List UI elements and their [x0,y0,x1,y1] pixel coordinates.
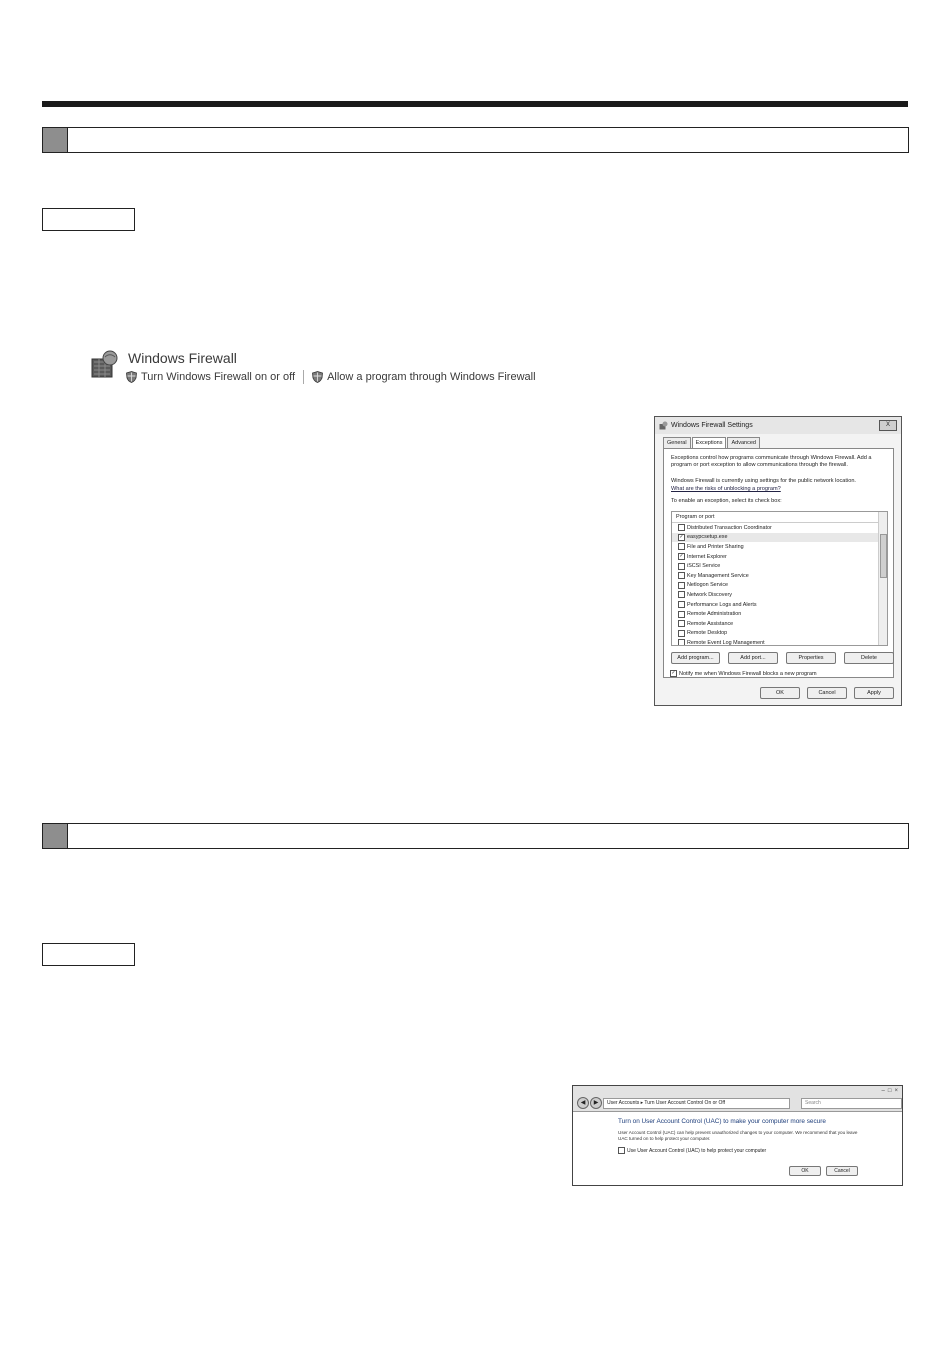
list-item[interactable] [672,609,887,619]
turn-firewall-link[interactable] [126,371,295,383]
link-separator [303,370,304,384]
turn-firewall-label: Turn Windows Firewall on or off [141,371,296,383]
list-item[interactable] [672,552,887,562]
uac-body [618,1118,878,1154]
exception-checkbox[interactable] [678,563,685,570]
tab-general[interactable]: General [663,437,691,448]
tab-advanced[interactable]: Advanced [727,437,759,448]
risks-link[interactable]: What are the risks of unblocking a program? [671,486,781,492]
exception-checkbox[interactable] [678,639,685,646]
maximize-icon[interactable]: □ [887,1088,892,1094]
enable-instruction: To enable an exception, select its check box: [671,498,782,504]
uac-heading: Turn on User Account Control (UAC) to make your computer more secure [618,1118,826,1125]
list-item[interactable] [672,581,887,591]
properties-button[interactable]: Properties [786,652,836,664]
dialog-title: Windows Firewall Settings [671,422,753,429]
forward-arrow-icon[interactable]: ▶ [590,1097,602,1109]
add-port-button[interactable]: Add port... [728,652,778,664]
shield-icon [126,371,137,383]
minimize-icon[interactable]: – [881,1088,885,1094]
exception-checkbox[interactable] [678,524,685,531]
allow-program-label: Allow a program through Windows Firewall [327,371,536,383]
allow-program-link[interactable] [312,371,535,383]
exceptions-items [672,523,887,646]
list-item[interactable] [672,571,887,581]
exception-label: Remote Assistance [687,620,734,627]
exception-checkbox[interactable] [678,582,685,589]
uac-description: User Account Control (UAC) can help prevent unauthorized changes to your computer. We recommend that you leave UAC turned on to help protect your computer. [618,1130,858,1141]
firewall-settings-dialog [654,416,902,706]
exception-label: easypcsetup.exe [687,534,728,541]
exception-label: Network Discovery [687,591,732,598]
list-item[interactable] [672,629,887,639]
exception-label: Remote Event Log Management [687,639,765,646]
list-header: Program or port [672,512,887,523]
list-item[interactable] [672,533,887,543]
firewall-icon [659,421,668,430]
scrollbar-thumb[interactable] [880,534,887,578]
list-item[interactable] [672,638,887,646]
header-rule [42,101,908,107]
uac-window [572,1085,903,1186]
exceptions-list [671,511,888,646]
cancel-button[interactable]: Cancel [807,687,847,699]
exception-label: Performance Logs and Alerts [687,601,757,608]
exception-label: Remote Desktop [687,630,728,637]
notify-checkbox[interactable]: ✓ [671,670,676,676]
list-item[interactable] [672,600,887,610]
uac-checkbox[interactable] [618,1147,625,1154]
uac-ok-button[interactable]: OK [789,1166,821,1176]
exception-checkbox[interactable]: ✓ [679,553,684,560]
explorer-chrome [573,1086,902,1112]
firewall-title: Windows Firewall [128,350,237,366]
add-program-button[interactable]: Add program... [671,652,720,664]
notify-row [670,670,817,677]
exception-label: Netlogon Service [687,582,729,589]
exception-label: File and Printer Sharing [687,543,744,550]
exception-checkbox[interactable] [678,543,685,550]
list-item[interactable] [672,561,887,571]
address-bar[interactable]: User Accounts ▸ Turn User Account Control On or Off [603,1098,790,1109]
list-item[interactable] [672,590,887,600]
tab-exceptions[interactable]: Exceptions [692,437,727,450]
delete-button[interactable]: Delete [844,652,894,664]
shield-icon [312,371,323,383]
exception-checkbox[interactable] [678,630,685,637]
close-button[interactable]: X [879,420,897,431]
exception-checkbox[interactable] [678,591,685,598]
exceptions-intro: Exceptions control how programs communicate through Windows Firewall. Add a program or port exception to allow communications through the firewall. [671,455,872,468]
exception-checkbox[interactable] [678,572,685,579]
dialog-titlebar [655,417,901,434]
exception-checkbox[interactable] [678,601,685,608]
window-controls [882,1088,898,1094]
exception-checkbox[interactable]: ✓ [679,533,684,540]
exception-label: Internet Explorer [687,553,727,560]
list-item[interactable] [672,523,887,533]
exception-label: iSCSI Service [687,563,721,570]
exception-label: Key Management Service [687,572,749,579]
search-input[interactable]: Search [801,1098,902,1109]
section-bar-2 [42,823,909,849]
exception-label: Remote Administration [687,611,742,618]
section-marker [43,824,68,848]
list-item[interactable] [672,619,887,629]
network-status: Windows Firewall is currently using settings for the public network location. [671,478,856,484]
firewall-links [126,368,536,386]
exception-checkbox[interactable] [678,620,685,627]
exception-checkbox[interactable] [678,611,685,618]
label-box-1 [42,208,135,231]
dialog-buttons [760,687,894,699]
exceptions-buttons [671,652,894,664]
notify-label: Notify me when Windows Firewall blocks a new program [679,670,817,677]
exception-label: Distributed Transaction Coordinator [687,524,772,531]
close-icon[interactable]: × [894,1088,898,1094]
apply-button[interactable]: Apply [854,687,894,699]
uac-cancel-button[interactable]: Cancel [826,1166,858,1176]
exceptions-panel [663,448,894,678]
dialog-tabs [663,437,761,448]
back-arrow-icon[interactable]: ◀ [577,1097,589,1109]
firewall-icon [90,349,122,379]
uac-buttons [789,1166,858,1176]
ok-button[interactable]: OK [760,687,800,699]
label-box-2 [42,943,135,966]
uac-checkbox-row [618,1147,878,1154]
list-scrollbar[interactable] [878,512,887,645]
list-item[interactable] [672,542,887,552]
section-marker [43,128,68,152]
section-bar-1 [42,127,909,153]
uac-checkbox-label: Use User Account Control (UAC) to help protect your computer [627,1147,767,1154]
